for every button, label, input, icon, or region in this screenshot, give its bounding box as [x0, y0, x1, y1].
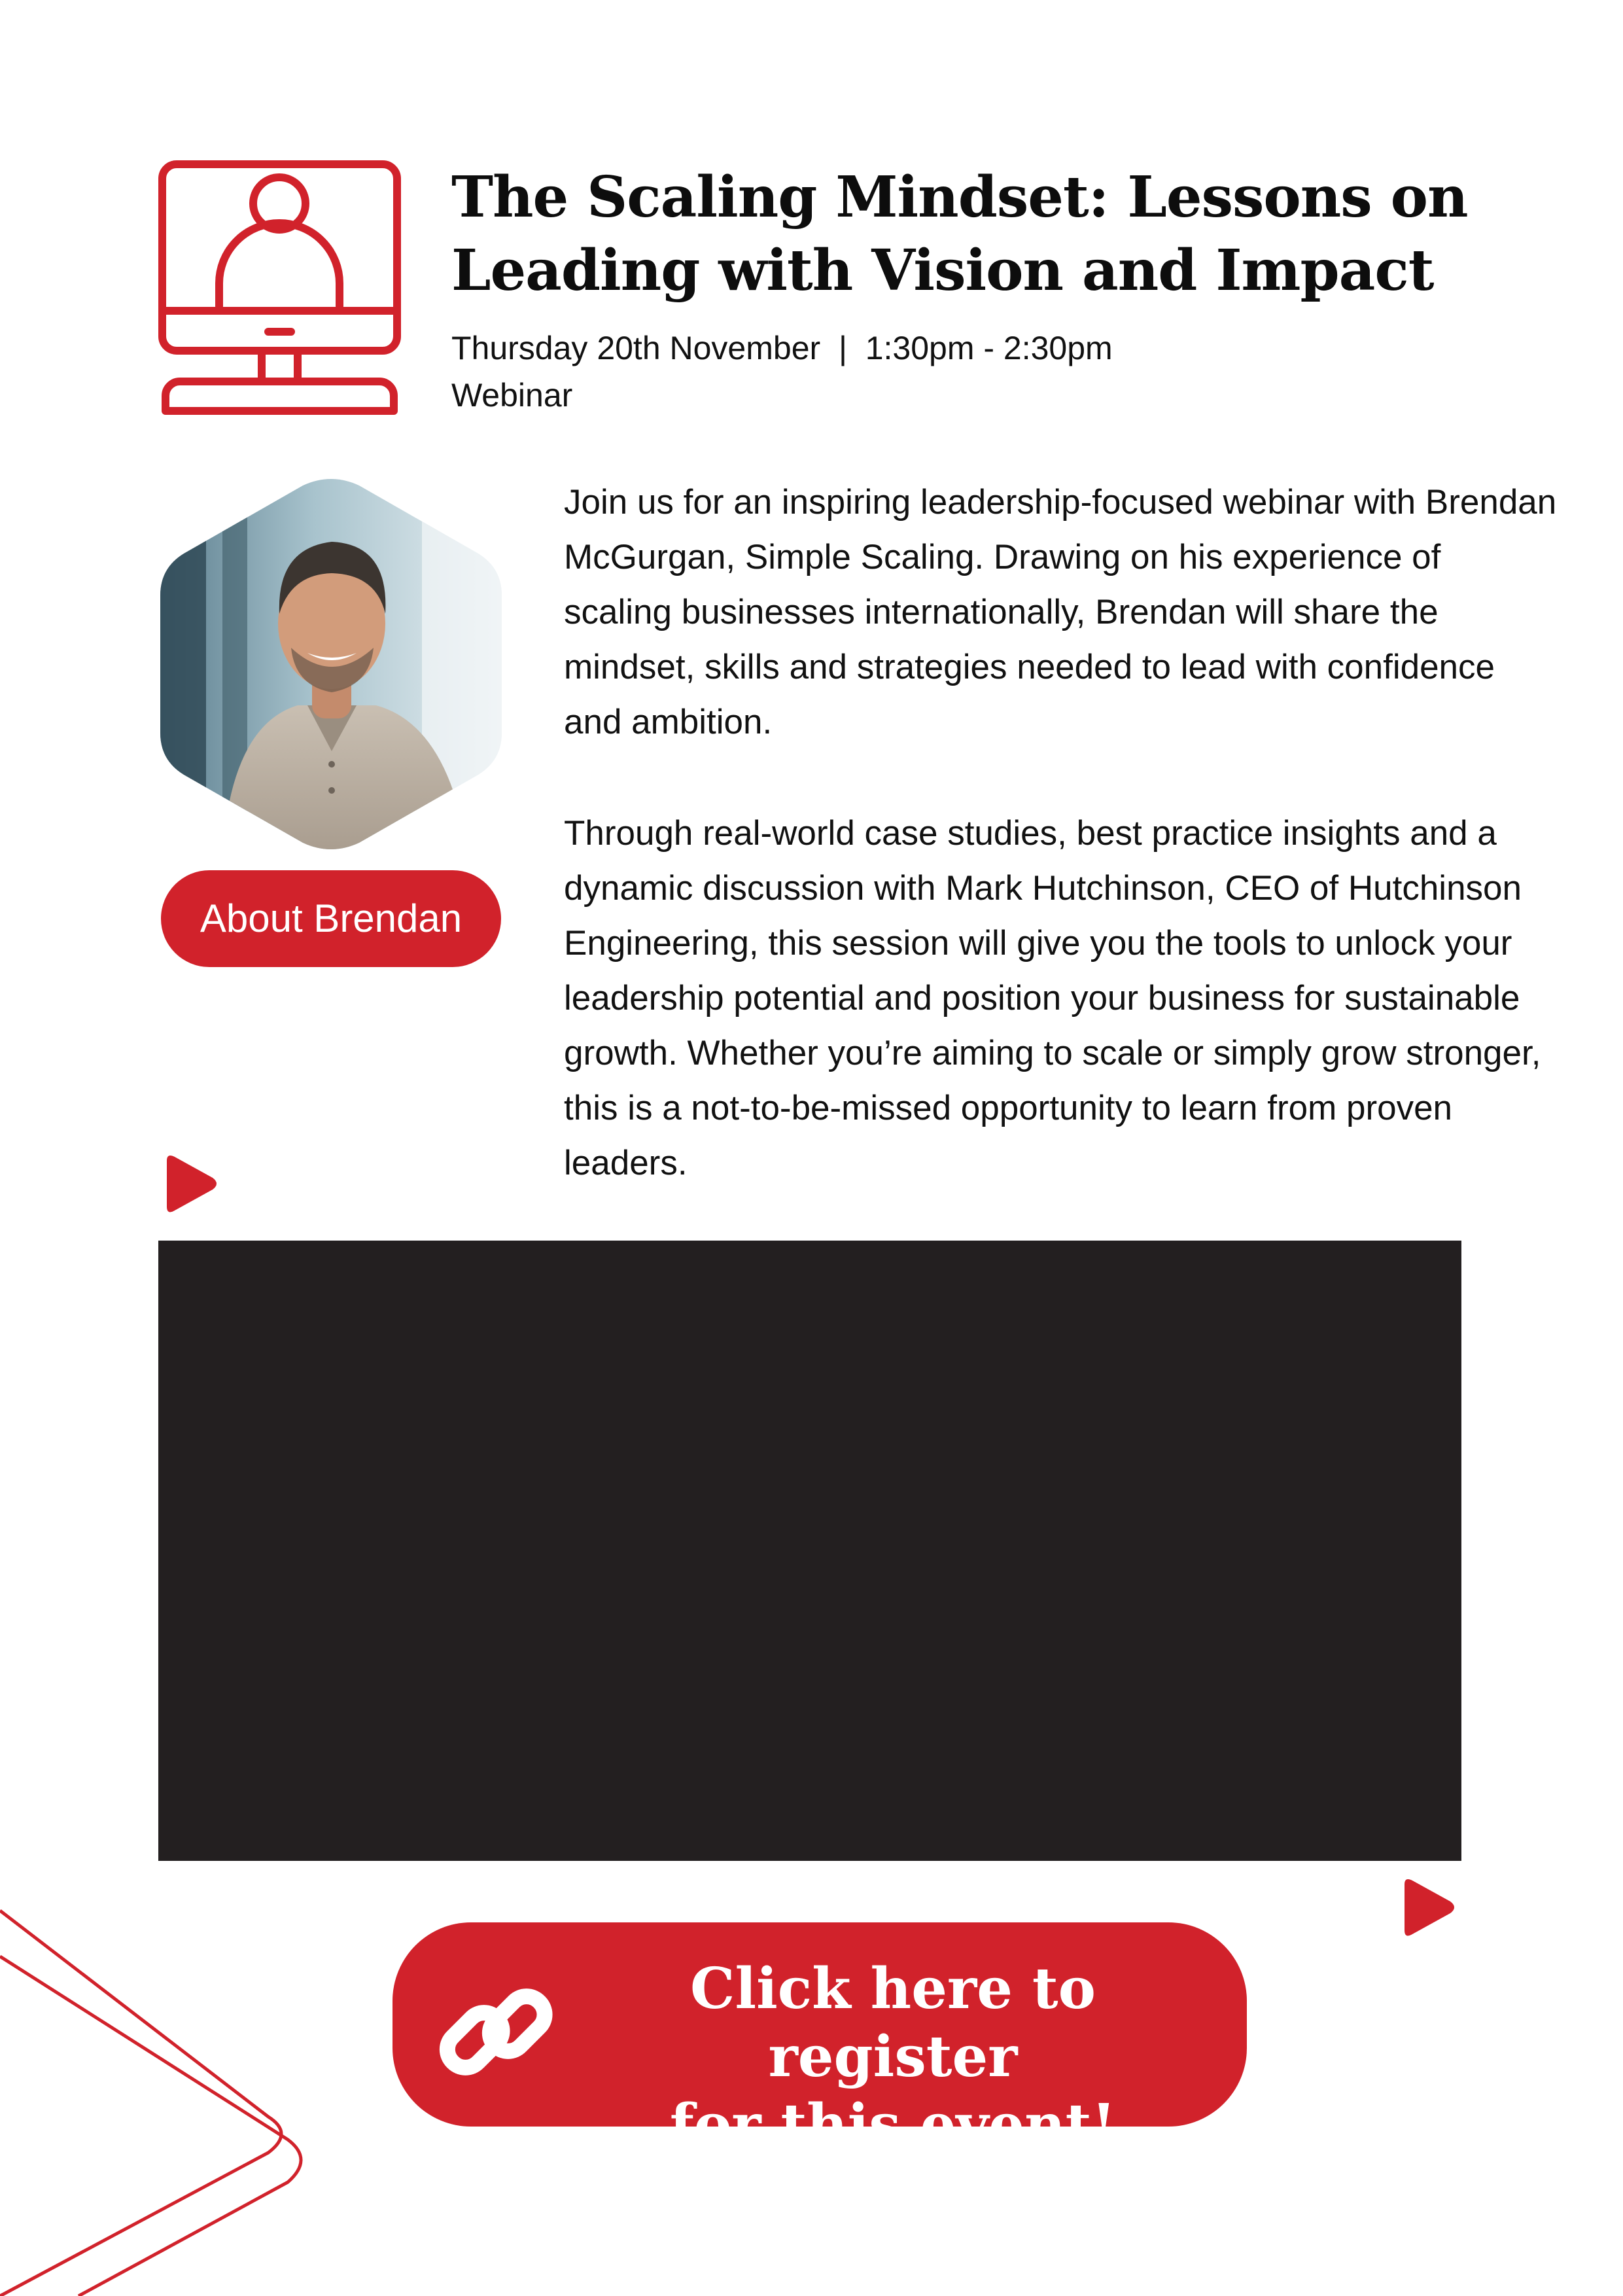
event-title — [451, 161, 1577, 308]
register-button-label — [563, 1955, 1223, 2159]
speaker-photo — [160, 476, 502, 852]
register-button[interactable] — [393, 1922, 1247, 2158]
monitor-user-icon — [157, 159, 402, 417]
about-speaker-button[interactable]: About Brendan — [161, 870, 501, 967]
event-title-line-1: The Scaling Mindset: Lessons on — [451, 164, 1468, 230]
corner-decoration — [0, 1884, 340, 2296]
link-icon — [437, 1973, 555, 2091]
description-paragraph-2: Through real-world case studies, best practice insights and a dynamic discussion with Mark Hutchinson, CEO of Hutchinson Engineering, this session will give you the tools to unlock your leadership potential and position your business for sustainable growth. Whether you’re aiming to scale or simply grow stronger, this is a not-to-be-missed opportunity to learn from proven leaders. — [564, 814, 1541, 1182]
event-title-line-2: Leading with Vision and Impact — [451, 238, 1434, 304]
play-icon — [1398, 1877, 1457, 1939]
register-line-1: Click here to register — [690, 1956, 1096, 2090]
event-format: Webinar — [451, 377, 573, 414]
register-line-2: for this event! — [669, 2092, 1117, 2158]
description-paragraph-1: Join us for an inspiring leadership-focused webinar with Brendan McGurgan, Simple Scaling. Drawing on his experience of scaling businesses internationally, Brendan will share the mindset, skills and strategies needed to lead with confidence and ambition. — [564, 483, 1557, 741]
play-icon — [160, 1153, 219, 1215]
event-date-time: Thursday 20th November | 1:30pm - 2:30pm — [451, 330, 1113, 366]
video-placeholder[interactable] — [158, 1241, 1461, 1861]
